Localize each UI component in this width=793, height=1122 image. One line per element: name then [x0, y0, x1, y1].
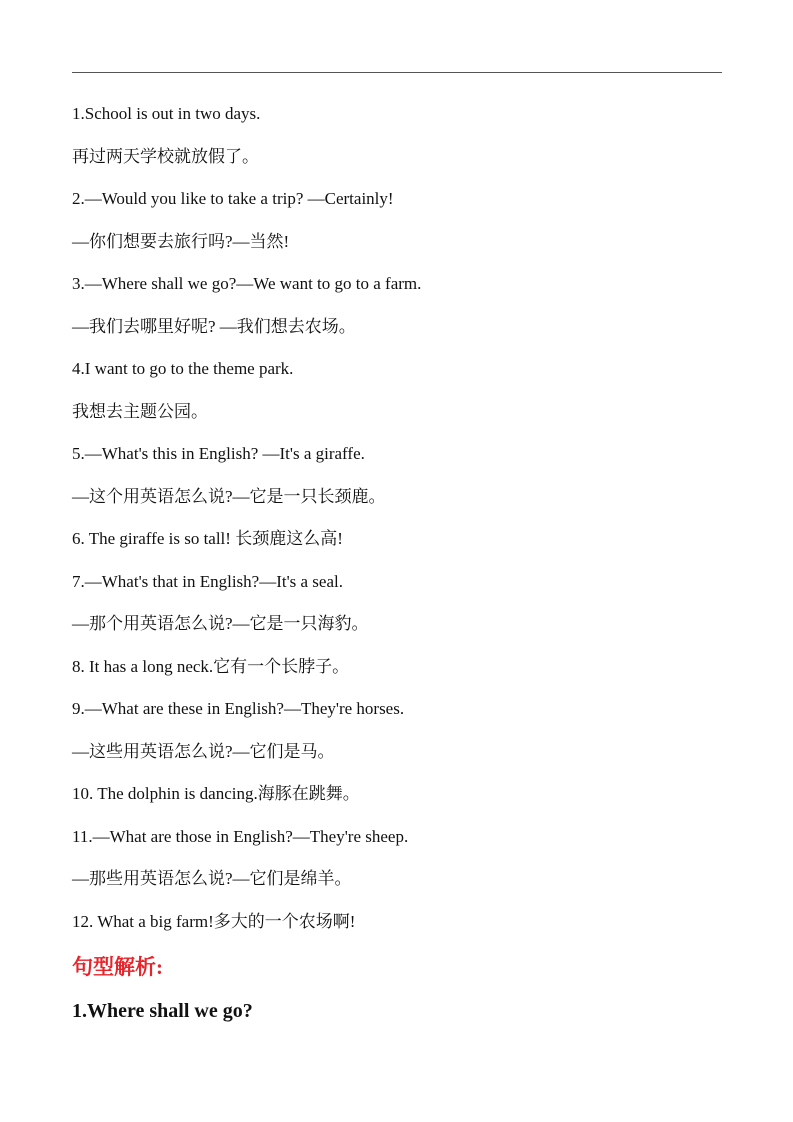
- sentence-line: 9.—What are these in English?—They're horses.: [72, 699, 405, 718]
- sentence-line: 7.—What's that in English?—It's a seal.: [72, 571, 343, 591]
- sentence-line: 3.—Where shall we go?—We want to go to a farm.: [72, 274, 422, 293]
- translation-line: —那些用英语怎么说?—它们是绵羊。: [72, 869, 352, 888]
- sentence-line: 4.I want to go to the theme park.: [72, 359, 294, 378]
- section-heading: 句型解析:: [72, 955, 163, 979]
- translation-line: —你们想要去旅行吗?—当然!: [72, 231, 290, 251]
- sentence-line: 5.—What's this in English? —It's a giraffe.: [72, 444, 365, 463]
- sentence-line: 8. It has a long neck.它有一个长脖子。: [72, 656, 350, 676]
- sentence-line: 6. The giraffe is so tall! 长颈鹿这么高!: [72, 529, 343, 548]
- sub-heading: 1.Where shall we go?: [72, 1000, 253, 1022]
- translation-line: —我们去哪里好呢? —我们想去农场。: [72, 316, 356, 336]
- sentence-line: 1.School is out in two days.: [72, 104, 261, 123]
- sentence-line: 12. What a big farm!多大的一个农场啊!: [72, 911, 356, 931]
- document-body: [72, 104, 722, 1024]
- sentence-line: 10. The dolphin is dancing.海豚在跳舞。: [72, 784, 360, 803]
- translation-line: —这个用英语怎么说?—它是一只长颈鹿。: [72, 486, 386, 506]
- translation-line: —这些用英语怎么说?—它们是马。: [72, 741, 335, 761]
- sentence-line: 2.—Would you like to take a trip? —Certainly!: [72, 189, 394, 208]
- header-divider: [72, 72, 722, 73]
- translation-line: 再过两天学校就放假了。: [72, 146, 259, 166]
- translation-line: —那个用英语怎么说?—它是一只海豹。: [72, 614, 369, 633]
- translation-line: 我想去主题公园。: [72, 401, 208, 421]
- sentence-line: 11.—What are those in English?—They're sheep.: [72, 826, 409, 846]
